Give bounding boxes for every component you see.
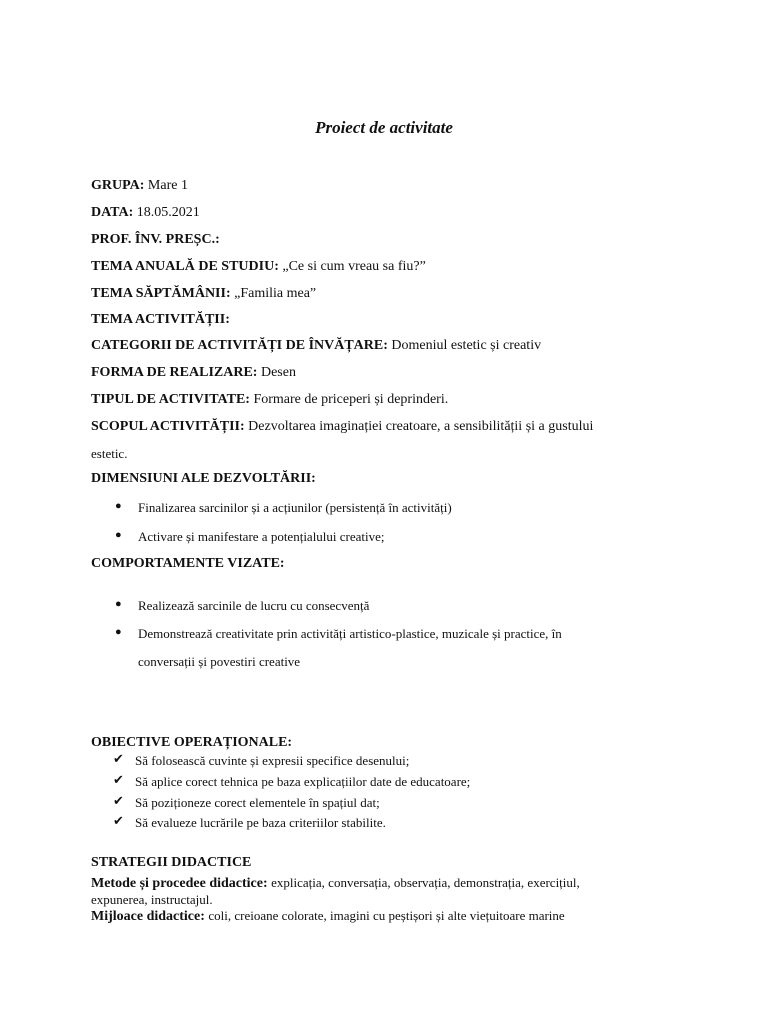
list-item-text: Demonstrează creativitate prin activități artistico-plastice, muzicale și practice, în bbox=[138, 626, 562, 641]
section-heading bbox=[91, 735, 292, 751]
checkmark-icon: ✔ bbox=[113, 751, 124, 766]
field-value: Dezvoltarea imaginației creatoare, a sensibilității și a gustului bbox=[248, 419, 594, 434]
list-item-text: Realizează sarcinile de lucru cu consecvență bbox=[138, 598, 370, 613]
comportamente-heading: COMPORTAMENTE VIZATE: bbox=[91, 556, 285, 571]
section-heading bbox=[91, 556, 285, 572]
field-value: „Ce si cum vreau sa fiu?” bbox=[282, 259, 426, 274]
checkmark-icon: ✔ bbox=[113, 772, 124, 787]
field-label: SCOPUL ACTIVITĂȚII: bbox=[91, 419, 245, 434]
field-tema-anuala bbox=[91, 259, 426, 275]
mijloace-value: coli, creioane colorate, imagini cu peștișori și alte viețuitoare marine bbox=[208, 908, 565, 923]
field-value: Desen bbox=[260, 365, 296, 380]
metode-line bbox=[91, 875, 580, 892]
field-label: TIPUL DE ACTIVITATE: bbox=[91, 392, 250, 407]
dimensiuni-heading: DIMENSIUNI ALE DEZVOLTĂRII: bbox=[91, 471, 316, 486]
metode-continuation: expunerea, instructajul. bbox=[91, 892, 213, 907]
list-item-text: Să evalueze lucrările pe baza criteriilor stabilite. bbox=[135, 815, 386, 830]
list-item-text: Finalizarea sarcinilor și a acțiunilor (persistență în activități) bbox=[138, 500, 452, 515]
section-heading bbox=[91, 471, 316, 487]
field-value: Formare de priceperi și deprinderi. bbox=[253, 392, 449, 407]
field-scopul bbox=[91, 419, 593, 435]
field-categorii bbox=[91, 338, 541, 354]
field-value: „Familia mea” bbox=[234, 286, 317, 301]
field-label: FORMA DE REALIZARE: bbox=[91, 365, 258, 380]
checkmark-icon: ✔ bbox=[113, 793, 124, 808]
list-item-text: Să aplice corect tehnica pe baza explicațiilor date de educatoare; bbox=[135, 774, 471, 789]
bullet-icon: ● bbox=[115, 598, 122, 610]
field-value: Mare 1 bbox=[147, 178, 188, 193]
obiective-heading: OBIECTIVE OPERAȚIONALE: bbox=[91, 735, 293, 750]
bullet-icon: ● bbox=[115, 500, 122, 512]
page-title: Proiect de activitate bbox=[315, 118, 453, 137]
bullet-icon: ● bbox=[115, 529, 122, 541]
field-label: TEMA ACTIVITĂȚII: bbox=[91, 312, 230, 327]
field-tema-saptamanii bbox=[91, 286, 316, 302]
metode-value: explicația, conversația, observația, demonstrația, exercițiul, bbox=[271, 875, 580, 890]
field-label: PROF. ÎNV. PREȘC.: bbox=[91, 232, 220, 247]
strategii-heading: STRATEGII DIDACTICE bbox=[91, 855, 252, 870]
field-value: Domeniul estetic și creativ bbox=[391, 338, 542, 353]
bullet-icon: ● bbox=[115, 626, 122, 638]
field-scopul-continuation: estetic. bbox=[91, 446, 128, 461]
field-tipul bbox=[91, 392, 448, 408]
field-forma bbox=[91, 365, 296, 381]
mijloace-label: Mijloace didactice: bbox=[91, 909, 205, 924]
metode-label: Metode și procedee didactice: bbox=[91, 876, 268, 891]
field-label: DATA: bbox=[91, 205, 134, 220]
field-label: TEMA SĂPTĂMÂNII: bbox=[91, 286, 231, 301]
field-prof bbox=[91, 232, 220, 248]
list-item-text: Activare și manifestare a potențialului creative; bbox=[138, 529, 385, 544]
field-value: 18.05.2021 bbox=[136, 205, 200, 220]
section-heading bbox=[91, 855, 251, 871]
field-tema-activitatii bbox=[91, 312, 230, 328]
list-item-text: Să folosească cuvinte și expresii specifice desenului; bbox=[135, 753, 410, 768]
field-data bbox=[91, 205, 200, 221]
field-label: CATEGORII DE ACTIVITĂȚI DE ÎNVĂȚARE: bbox=[91, 338, 388, 353]
field-label: GRUPA: bbox=[91, 178, 145, 193]
mijloace-line bbox=[91, 908, 565, 925]
field-label: TEMA ANUALĂ DE STUDIU: bbox=[91, 259, 279, 274]
checkmark-icon: ✔ bbox=[113, 813, 124, 828]
list-item-text: Să poziționeze corect elementele în spațiul dat; bbox=[135, 795, 380, 810]
list-item-text: conversații și povestiri creative bbox=[138, 654, 301, 669]
field-grupa bbox=[91, 178, 188, 194]
